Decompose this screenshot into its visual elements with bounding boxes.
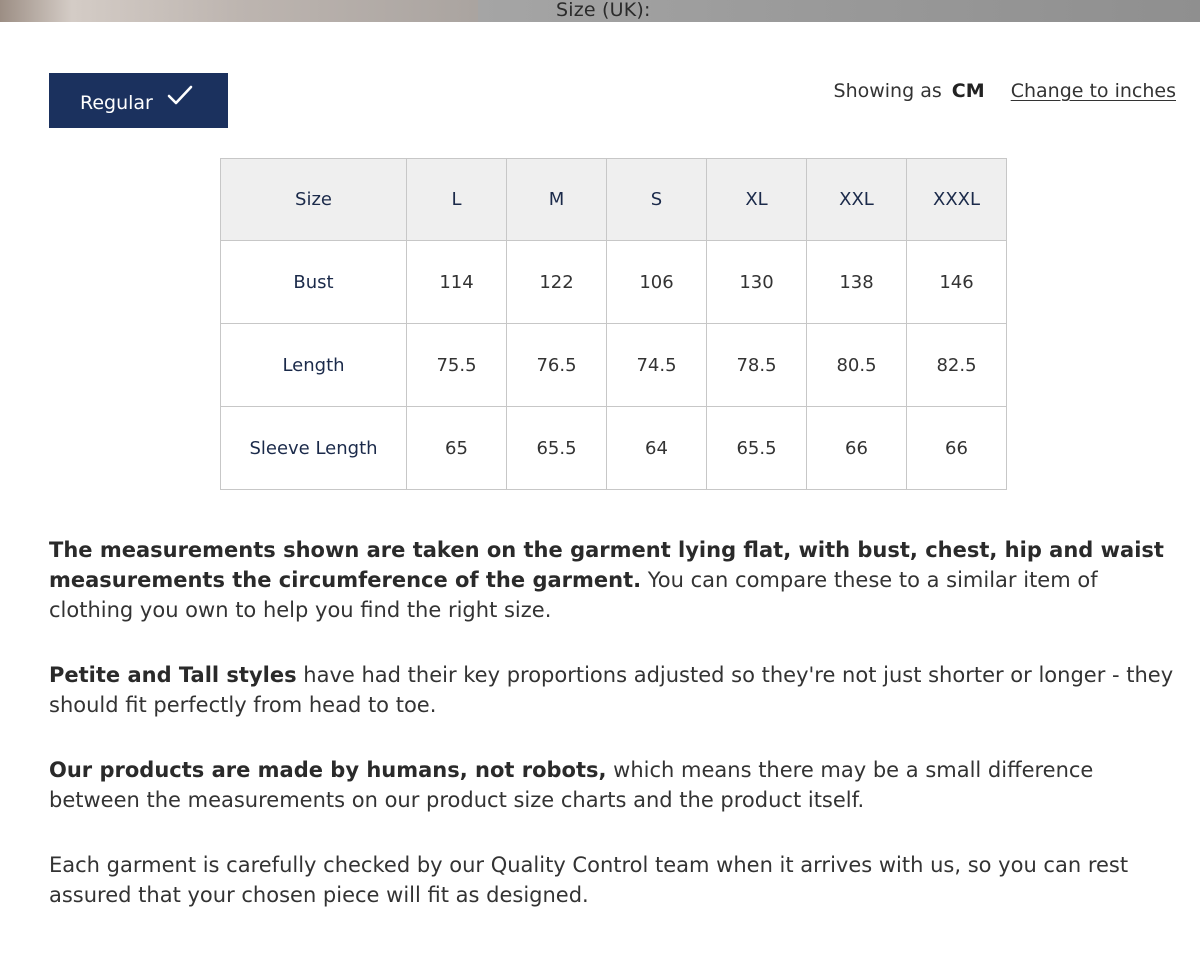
note-body-text: Each garment is carefully checked by our Quality Control team when it arrives with us, so you can rest assured that your chosen piece will fit as designed.	[49, 853, 1129, 907]
table-cell: 82.5	[907, 324, 1007, 407]
showing-as-text: Showing as	[833, 80, 942, 102]
size-uk-label: Size (UK):	[556, 0, 651, 21]
table-cell: 146	[907, 241, 1007, 324]
note-bold-text: Our products are made by humans, not robots,	[49, 758, 607, 782]
note-paragraph-quality-control	[49, 850, 1179, 910]
product-photo-edge	[0, 0, 478, 22]
table-cell: 65.5	[507, 407, 607, 490]
note-body-text: You can compare these to a similar item of clothing you own to help you find the right size.	[49, 568, 1098, 622]
size-header-cell: S	[607, 159, 707, 241]
size-header-cell: M	[507, 159, 607, 241]
size-header-cell: XXL	[807, 159, 907, 241]
row-label-length: Length	[221, 324, 407, 407]
size-header-cell: L	[407, 159, 507, 241]
size-header-cell: XXXL	[907, 159, 1007, 241]
change-to-inches-link[interactable]: Change to inches	[1010, 80, 1176, 102]
table-cell: 80.5	[807, 324, 907, 407]
table-cell: 66	[807, 407, 907, 490]
units-toggle-bar	[834, 80, 1176, 102]
fit-regular-label: Regular	[80, 92, 153, 114]
note-bold-text: The measurements shown are taken on the garment lying flat, with bust, chest, hip and waist measurements the circumference of the garment.	[49, 538, 1164, 592]
table-cell: 65.5	[707, 407, 807, 490]
note-bold-text: Petite and Tall styles	[49, 663, 297, 687]
fit-regular-button[interactable]	[49, 73, 228, 128]
current-unit: CM	[951, 80, 985, 102]
table-cell: 78.5	[707, 324, 807, 407]
table-cell: 66	[907, 407, 1007, 490]
table-cell: 65	[407, 407, 507, 490]
note-body-text: have had their key proportions adjusted so they're not just shorter or longer - they should fit perfectly from head to toe.	[49, 663, 1174, 717]
table-cell: 130	[707, 241, 807, 324]
note-paragraph-humans	[49, 755, 1179, 815]
size-header-cell: XL	[707, 159, 807, 241]
table-cell: 122	[507, 241, 607, 324]
table-cell: 114	[407, 241, 507, 324]
note-paragraph-measurements	[49, 535, 1179, 625]
note-paragraph-petite-tall	[49, 660, 1179, 720]
note-body-text: which means there may be a small difference between the measurements on our product size charts and the product itself.	[49, 758, 1094, 812]
table-row	[221, 241, 1007, 324]
size-header-row	[221, 159, 1007, 241]
table-cell: 64	[607, 407, 707, 490]
table-cell: 76.5	[507, 324, 607, 407]
check-icon	[166, 84, 194, 108]
table-row	[221, 407, 1007, 490]
table-cell: 138	[807, 241, 907, 324]
row-label-bust: Bust	[221, 241, 407, 324]
top-image-strip	[0, 0, 1200, 22]
table-cell: 74.5	[607, 324, 707, 407]
table-cell: 75.5	[407, 324, 507, 407]
size-guide-notes	[49, 535, 1179, 945]
row-label-sleeve-length: Sleeve Length	[221, 407, 407, 490]
size-corner-cell: Size	[221, 159, 407, 241]
table-row	[221, 324, 1007, 407]
size-chart-table	[220, 158, 1007, 490]
table-cell: 106	[607, 241, 707, 324]
